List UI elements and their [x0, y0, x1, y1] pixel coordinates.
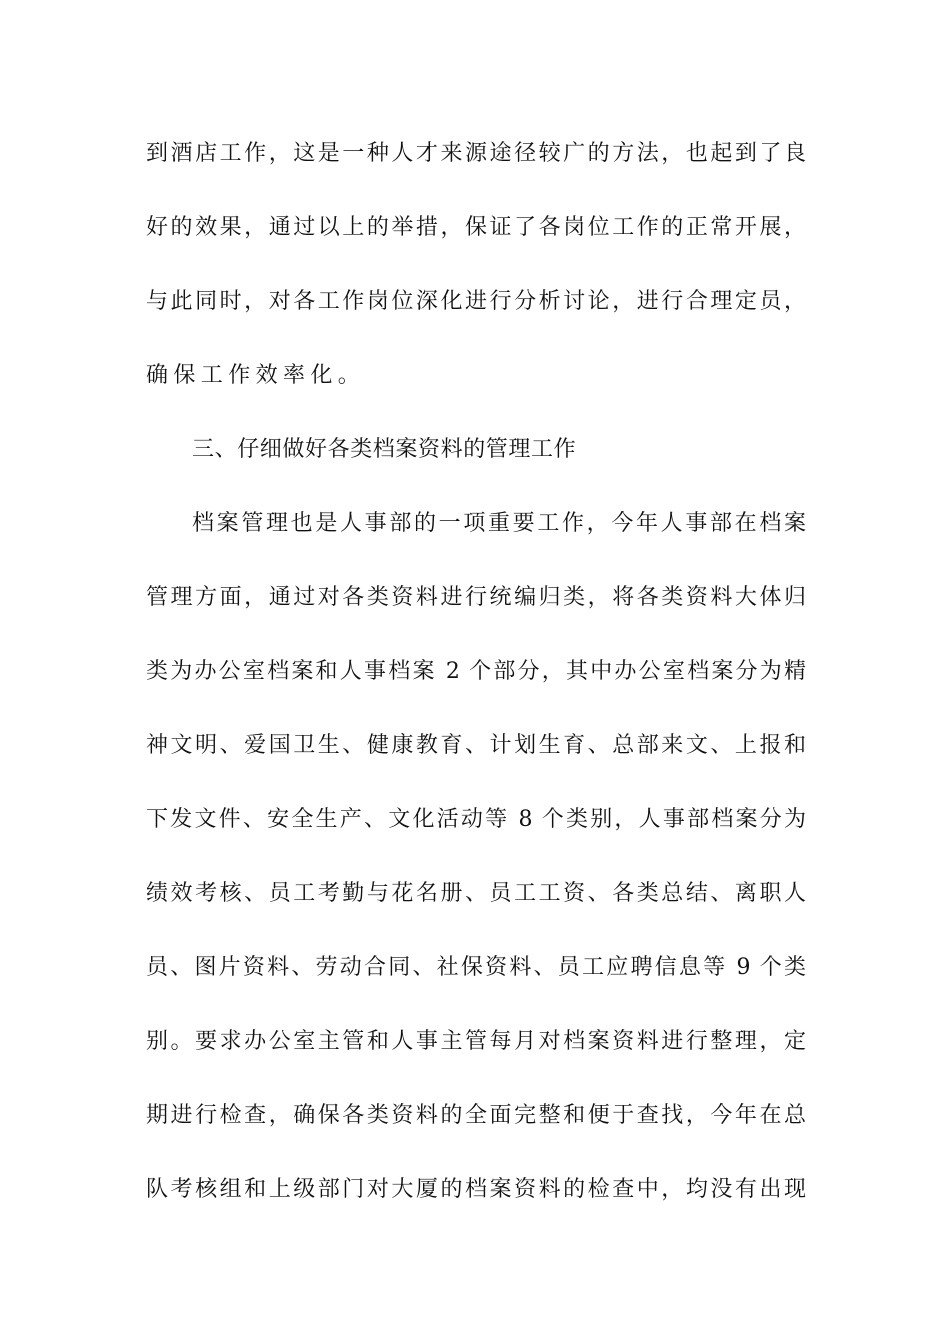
paragraph-2-line-1: 档案管理也是人事部的一项重要工作，今年人事部在档案	[192, 511, 806, 536]
paragraph-1-line-3: 与此同时，对各工作岗位深化进行分析讨论，进行合理定员，	[146, 289, 806, 314]
paragraph-2-line-7: 员、图片资料、劳动合同、社保资料、员工应聘信息等 9 个类	[146, 955, 806, 980]
paragraph-1-line-2: 好的效果，通过以上的举措，保证了各岗位工作的正常开展，	[146, 215, 806, 240]
paragraph-1-line-1: 到酒店工作，这是一种人才来源途径较广的方法，也起到了良	[146, 141, 806, 166]
paragraph-2-line-2: 管理方面，通过对各类资料进行统编归类，将各类资料大体归	[146, 585, 806, 610]
paragraph-2-line-3: 类为办公室档案和人事档案 2 个部分，其中办公室档案分为精	[146, 659, 806, 684]
paragraph-2-line-6: 绩效考核、员工考勤与花名册、员工工资、各类总结、离职人	[146, 881, 806, 906]
section-heading: 三、仔细做好各类档案资料的管理工作	[192, 437, 577, 462]
paragraph-2-line-9: 期进行检查，确保各类资料的全面完整和便于查找，今年在总	[146, 1103, 806, 1128]
paragraph-2-line-10: 队考核组和上级部门对大厦的档案资料的检查中，均没有出现	[146, 1177, 806, 1202]
paragraph-2-line-4: 神文明、爱国卫生、健康教育、计划生育、总部来文、上报和	[146, 733, 806, 758]
paragraph-2-line-5: 下发文件、安全生产、文化活动等 8 个类别，人事部档案分为	[146, 807, 806, 832]
paragraph-1-line-4: 确保工作效率化。	[146, 363, 366, 388]
paragraph-2-line-8: 别。要求办公室主管和人事主管每月对档案资料进行整理，定	[146, 1029, 806, 1054]
